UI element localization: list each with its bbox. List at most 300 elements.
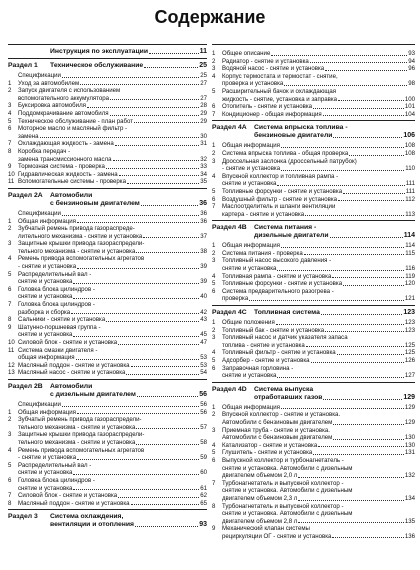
- toc-item: [212, 480, 415, 503]
- entry-line: [222, 442, 415, 450]
- item-page-number: 98: [408, 80, 415, 88]
- section-heading: [212, 124, 415, 140]
- entry-line: [222, 357, 415, 365]
- entry-line: [50, 521, 207, 529]
- item-body: [18, 401, 207, 409]
- dot-leader: [77, 268, 199, 269]
- item-page-number: 132: [404, 472, 415, 480]
- entry-line: [18, 424, 207, 432]
- dot-leader: [136, 428, 199, 429]
- toc-item: [8, 110, 207, 118]
- dot-leader: [249, 300, 404, 301]
- item-number: 4: [212, 272, 216, 280]
- dot-leader: [313, 108, 404, 109]
- entry-line: [222, 319, 415, 327]
- entry-text: Головка блока цилиндров -: [18, 301, 95, 309]
- entry-text: - снятие и установка: [18, 263, 77, 271]
- toc-item: [8, 140, 207, 148]
- entry-text: замена: [18, 132, 39, 140]
- entry-text: Инструкция по эксплуатации: [50, 48, 148, 55]
- section-page-number: 123: [403, 309, 415, 317]
- section-label: Раздел 4A: [212, 124, 247, 132]
- dot-leader: [77, 413, 199, 414]
- toc-item: [212, 73, 415, 88]
- toc-item: [8, 369, 207, 377]
- item-number: 12: [8, 361, 15, 369]
- dot-leader: [143, 237, 199, 238]
- item-number: 6: [8, 285, 12, 293]
- item-body: [222, 50, 415, 58]
- item-page-number: 111: [405, 180, 415, 188]
- item-number: 2: [8, 87, 12, 95]
- entry-line: [18, 454, 207, 462]
- dot-leader: [113, 160, 200, 161]
- entry-text: рециркуляции ОГ - снятие и установка: [222, 532, 332, 540]
- item-body: [222, 111, 415, 119]
- dot-leader: [131, 366, 200, 367]
- item-page-number: 32: [200, 155, 207, 163]
- item-body: [18, 163, 207, 171]
- item-page-number: 111: [405, 187, 415, 195]
- toc-item: [8, 225, 207, 240]
- entry-text: Топливный фильтр - снятие и установка: [222, 349, 336, 357]
- dot-leader: [321, 314, 402, 315]
- entry-line: [222, 188, 415, 196]
- section-items: [212, 142, 415, 218]
- dot-leader: [325, 70, 407, 71]
- section-heading: [8, 513, 207, 529]
- toc-item: [212, 150, 415, 158]
- entry-text: - снятие и установка: [18, 454, 77, 462]
- item-number: 5: [212, 87, 216, 95]
- toc-item: [212, 449, 415, 457]
- entry-text: Топливная система: [254, 309, 320, 317]
- entry-text: Заправочная горловина -: [222, 364, 294, 372]
- section-items: [212, 404, 415, 541]
- dot-leader: [281, 147, 404, 148]
- toc-item: [212, 457, 415, 480]
- entry-text: с бензиновым двигателем: [50, 199, 140, 207]
- section-items: [8, 72, 207, 186]
- entry-text: Моторное масло и масляный фильтр -: [18, 125, 128, 133]
- entry-text: Турбонагнетатель и выпускной коллектор -: [222, 502, 344, 510]
- entry-text: Головка блока цилиндров -: [18, 476, 95, 484]
- toc-item: [212, 88, 415, 103]
- item-page-number: 42: [200, 308, 207, 316]
- entry-line: [18, 95, 207, 103]
- section-title: [50, 513, 207, 529]
- item-body: [222, 257, 415, 272]
- entry-line: [222, 196, 415, 204]
- item-number: 2: [8, 225, 12, 233]
- dot-leader: [106, 321, 199, 322]
- item-number: 5: [212, 280, 216, 288]
- toc-item: [212, 203, 415, 218]
- item-body: [222, 349, 415, 357]
- dot-leader: [62, 77, 199, 78]
- dot-leader: [277, 377, 403, 378]
- item-number: 4: [212, 172, 216, 180]
- entry-text: Топливный насос высокого давления -: [222, 257, 332, 265]
- dot-leader: [134, 122, 199, 123]
- entry-text: Защитные крышки привода газораспредели-: [18, 431, 145, 439]
- toc-item: [212, 142, 415, 150]
- entry-text: Система выпуска: [254, 385, 314, 393]
- toc-item: [212, 327, 415, 335]
- entry-text: Общая информация: [222, 242, 280, 250]
- dot-leader: [304, 254, 405, 255]
- entry-line: [18, 140, 207, 148]
- dot-leader: [141, 205, 198, 206]
- entry-text: Расширительный бачок и охлаждающая: [222, 87, 337, 95]
- entry-text: снятие и установка: [18, 278, 73, 286]
- entry-line: [222, 250, 415, 258]
- section-label: Раздел 1: [8, 62, 38, 69]
- item-body: [18, 218, 207, 226]
- toc-item: [212, 173, 415, 188]
- section-page-number: 11: [199, 48, 207, 55]
- section-heading: [212, 386, 415, 402]
- toc-item: [212, 257, 415, 272]
- toc-item: [8, 347, 207, 362]
- toc-item: [212, 273, 415, 281]
- toc-item: [8, 171, 207, 179]
- item-number: 8: [8, 147, 12, 155]
- entry-text: Дроссельная заслонка (дроссельный патрубок): [222, 157, 357, 165]
- toc-item: [8, 362, 207, 370]
- entry-text: Распределительный вал -: [18, 461, 92, 469]
- dot-leader: [333, 137, 402, 138]
- entry-line: [222, 80, 415, 88]
- toc-item: [8, 118, 207, 126]
- entry-line: [18, 163, 207, 171]
- section-page-number: 25: [199, 62, 207, 69]
- item-number: 1: [212, 319, 216, 327]
- entry-line: [18, 485, 207, 493]
- item-number: 2: [212, 57, 216, 65]
- entry-text: Система охлаждения,: [50, 513, 124, 521]
- toc-item: [8, 87, 207, 102]
- dot-leader: [126, 374, 199, 375]
- entry-line: [18, 171, 207, 179]
- entry-text: снятие и установка: [18, 293, 73, 301]
- dot-leader: [332, 277, 404, 278]
- toc-item: [212, 442, 415, 450]
- item-number: 5: [212, 357, 216, 364]
- item-body: [18, 324, 207, 339]
- section-items: [8, 401, 207, 507]
- entry-text: Общие положения: [222, 319, 275, 327]
- entry-line: [18, 210, 207, 218]
- toc-item: [8, 255, 207, 270]
- entry-text: двигателем объемом 2,8 л: [222, 517, 298, 525]
- item-page-number: 121: [404, 295, 415, 303]
- item-body: [222, 188, 415, 196]
- entry-text: Общая информация: [18, 217, 76, 225]
- dot-leader: [298, 477, 403, 478]
- toc-item: [212, 525, 415, 540]
- item-body: [222, 442, 415, 450]
- entry-text: снятие и установка: [18, 469, 73, 477]
- section-label: Раздел 4D: [212, 385, 247, 393]
- dot-leader: [73, 298, 199, 299]
- item-body: [18, 87, 207, 102]
- item-number: 3: [212, 65, 216, 73]
- dot-leader: [71, 313, 199, 314]
- item-page-number: 40: [200, 293, 207, 301]
- entry-line: [18, 102, 207, 110]
- entry-text: Общая информация: [18, 408, 76, 416]
- item-number: 1: [212, 403, 216, 411]
- entry-text: Корпус термостата и термостат - снятие,: [222, 72, 338, 80]
- toc-item: [8, 102, 207, 110]
- section-label: Раздел 4B: [212, 224, 247, 232]
- item-page-number: 56: [200, 400, 207, 408]
- toc-item: [212, 50, 415, 58]
- toc-item: [212, 111, 415, 119]
- dot-leader: [136, 444, 199, 445]
- dot-leader: [144, 67, 198, 68]
- entry-line: [222, 103, 415, 111]
- dot-leader: [277, 270, 404, 271]
- item-number: 5: [212, 187, 216, 195]
- item-page-number: 38: [200, 247, 207, 255]
- entry-text: Турбонагнетатель и выпускной коллектор -: [222, 479, 344, 487]
- entry-text: Гидравлическая жидкость - замена: [18, 170, 118, 178]
- item-body: [222, 357, 415, 365]
- item-page-number: 57: [200, 423, 207, 431]
- toc-item: [212, 411, 415, 426]
- item-page-number: 108: [404, 149, 415, 157]
- dot-leader: [281, 247, 404, 248]
- entry-line: [18, 401, 207, 409]
- item-body: [18, 140, 207, 148]
- section-page-number: 114: [403, 232, 415, 240]
- item-number: 6: [212, 456, 216, 464]
- dot-leader: [281, 170, 404, 171]
- entry-text: Механический клапан системы: [222, 525, 310, 533]
- item-body: [222, 150, 415, 158]
- entry-line: [18, 110, 207, 118]
- item-page-number: 115: [405, 249, 415, 257]
- item-number: 13: [8, 369, 15, 377]
- toc-item: [8, 286, 207, 301]
- item-body: [18, 110, 207, 118]
- entry-text: Зубчатый ремень привода газораспредели-: [18, 416, 142, 424]
- item-number: 11: [8, 178, 15, 186]
- entry-line: [254, 232, 415, 240]
- entry-line: [222, 111, 415, 119]
- item-body: [18, 118, 207, 126]
- entry-text: Отопитель - снятие и установка: [222, 103, 313, 111]
- entry-line: [18, 354, 207, 362]
- dot-leader: [276, 324, 404, 325]
- section-page-number: 129: [403, 393, 415, 401]
- dot-leader: [284, 85, 407, 86]
- item-page-number: 53: [200, 354, 207, 362]
- entry-line: [50, 48, 207, 56]
- entry-text: Ремень привода вспомогательных агрегатов: [18, 255, 145, 263]
- entry-line: [222, 472, 415, 480]
- toc-item: [212, 357, 415, 365]
- section-title: [254, 124, 415, 140]
- entry-text: Маслоотделитель и шланги вентиляции: [222, 203, 336, 211]
- item-body: [222, 250, 415, 258]
- item-page-number: 29: [200, 109, 207, 117]
- dot-leader: [40, 137, 200, 138]
- section: [212, 220, 415, 303]
- entry-text: Топливный бак - снятие и установка: [222, 326, 325, 334]
- entry-text: Буксировка автомобиля: [18, 102, 86, 110]
- dot-leader: [149, 53, 199, 54]
- entry-line: [222, 419, 415, 427]
- entry-line: [18, 156, 207, 164]
- entry-text: Защитные крышки привода газораспредели-: [18, 240, 145, 248]
- item-number: 2: [212, 249, 216, 257]
- entry-line: [18, 492, 207, 500]
- item-body: [18, 148, 207, 163]
- dot-leader: [337, 354, 404, 355]
- item-page-number: 100: [404, 95, 415, 103]
- toc-item: [8, 125, 207, 140]
- entry-line: [222, 142, 415, 150]
- entry-text: Катализатор - снятие и установка: [222, 441, 318, 449]
- item-page-number: 62: [200, 492, 207, 500]
- entry-line: [18, 362, 207, 370]
- entry-text: Зубчатый ремень привода газораспреде-: [18, 225, 135, 233]
- item-number: 2: [212, 326, 216, 334]
- entry-line: [222, 349, 415, 357]
- item-number: 6: [212, 195, 216, 203]
- entry-line: [222, 242, 415, 250]
- entry-text: дизельные двигатели: [254, 232, 329, 240]
- toc-item: [212, 280, 415, 288]
- entry-text: Система смазки двигателя -: [18, 346, 98, 354]
- item-body: [18, 339, 207, 347]
- entry-text: отработавших газов: [254, 393, 323, 401]
- entry-text: снятие и установка: [222, 265, 277, 273]
- item-body: [222, 103, 415, 111]
- entry-line: [18, 409, 207, 417]
- entry-text: Глушитель - снятие и установка: [222, 449, 313, 457]
- item-page-number: 65: [200, 499, 207, 507]
- item-page-number: 101: [404, 103, 415, 111]
- section-heading: [8, 62, 207, 70]
- toc-item: [212, 188, 415, 196]
- entry-text: Общая информация: [222, 403, 280, 411]
- item-page-number: 33: [200, 163, 207, 171]
- item-number: 3: [8, 431, 12, 439]
- item-number: 5: [8, 117, 12, 125]
- item-number: 4: [8, 109, 12, 117]
- entry-line: [222, 265, 415, 273]
- item-page-number: 129: [404, 418, 415, 426]
- item-number: 5: [212, 449, 216, 457]
- entry-line: [18, 331, 207, 339]
- entry-text: Спецификации: [18, 209, 61, 217]
- item-body: [18, 80, 207, 88]
- item-number: 1: [212, 50, 216, 57]
- toc-item: [8, 339, 207, 347]
- item-number: 5: [8, 270, 12, 278]
- toc-item: [8, 316, 207, 324]
- item-page-number: 120: [404, 280, 415, 288]
- item-page-number: 39: [200, 278, 207, 286]
- dot-leader: [298, 500, 403, 501]
- dot-leader: [73, 336, 199, 337]
- dot-leader: [323, 399, 402, 400]
- item-number: 6: [212, 364, 216, 372]
- item-number: 1: [212, 242, 216, 250]
- dot-leader: [73, 489, 199, 490]
- section-page-number: 106: [403, 132, 415, 140]
- dot-leader: [118, 497, 199, 498]
- section-heading: [8, 48, 207, 56]
- section-heading: [8, 192, 207, 208]
- entry-line: [18, 72, 207, 80]
- item-page-number: 130: [404, 434, 415, 442]
- entry-text: Силовой блок - снятие и установка: [18, 339, 118, 346]
- toc-item: [212, 319, 415, 327]
- entry-line: [254, 394, 415, 402]
- entry-line: [50, 391, 207, 399]
- entry-text: Спецификации: [18, 72, 61, 79]
- item-page-number: 125: [404, 341, 415, 349]
- item-body: [222, 411, 415, 426]
- section-items: [212, 242, 415, 303]
- entry-line: [222, 150, 415, 158]
- entry-line: [18, 278, 207, 286]
- item-page-number: 125: [404, 349, 415, 357]
- entry-line: [254, 132, 415, 140]
- item-page-number: 134: [404, 494, 415, 502]
- item-number: 3: [212, 157, 216, 165]
- section-title: [254, 386, 415, 402]
- item-page-number: 34: [200, 170, 207, 178]
- item-body: [18, 347, 207, 362]
- dot-leader: [318, 446, 404, 447]
- item-page-number: 28: [200, 102, 207, 110]
- dot-leader: [343, 193, 405, 194]
- section: [212, 305, 415, 380]
- item-body: [18, 125, 207, 140]
- toc-item: [212, 196, 415, 204]
- entry-line: [18, 369, 207, 377]
- section-title: [50, 192, 207, 208]
- entry-line: [222, 434, 415, 442]
- item-body: [222, 319, 415, 327]
- item-body: [222, 73, 415, 88]
- toc-item: [212, 158, 415, 173]
- entry-line: [222, 50, 415, 58]
- item-page-number: 131: [404, 449, 415, 457]
- item-page-number: 45: [200, 331, 207, 339]
- item-number: 4: [8, 446, 12, 454]
- dot-leader: [118, 344, 199, 345]
- section-title: [50, 383, 207, 399]
- item-body: [222, 288, 415, 303]
- entry-line: [222, 280, 415, 288]
- entry-text: двигателем объемом 2,3 л: [222, 494, 298, 502]
- toc-item: [8, 401, 207, 409]
- entry-text: снятие и установка: [18, 484, 73, 492]
- dot-leader: [306, 346, 404, 347]
- entry-text: Вспомогательные системы - проверка: [18, 178, 126, 186]
- dot-leader: [137, 396, 198, 397]
- dot-leader: [343, 285, 404, 286]
- section: [8, 509, 207, 529]
- item-page-number: 36: [200, 209, 207, 217]
